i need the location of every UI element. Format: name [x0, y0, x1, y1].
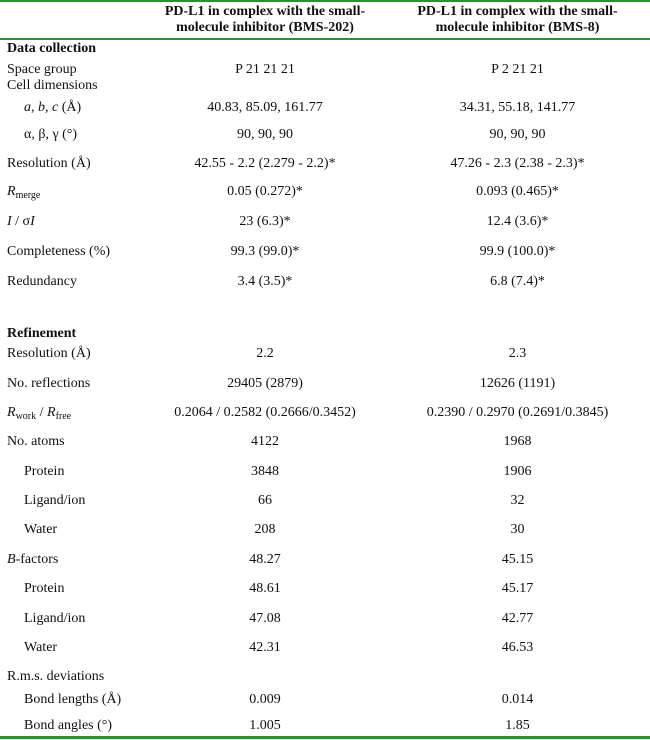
row-label-i2: I [30, 214, 35, 229]
row-label: Protein [24, 464, 65, 479]
row-label-b: B [7, 552, 16, 567]
value-bms-8: 34.31, 55.18, 141.77 [459, 100, 576, 115]
row-label: Resolution (Å) [7, 346, 91, 361]
value-bms-8: 0.093 (0.465)* [476, 184, 559, 199]
row-label: No. reflections [7, 376, 91, 391]
row-label: α, β, γ (°) [24, 127, 78, 142]
column-header-bms-202-line2: molecule inhibitor (BMS-202) [176, 20, 354, 35]
value-bms-202: 2.2 [256, 346, 274, 361]
column-header-bms-8 [390, 4, 645, 36]
value-bms-8: 1968 [503, 434, 532, 449]
value-bms-202: 4122 [251, 434, 279, 449]
section-label: Refinement [7, 326, 77, 341]
row-label-mid: / σ [11, 214, 31, 229]
top-rule [0, 0, 650, 2]
row-label-r2: R [47, 405, 56, 420]
value-bms-202: 23 (6.3)* [239, 214, 291, 229]
column-header-bms-8-line1: PD-L1 in complex with the small- [417, 4, 618, 19]
value-bms-8: 12.4 (3.6)* [486, 214, 549, 229]
value-bms-202: 0.05 (0.272)* [227, 184, 303, 199]
value-bms-202: 29405 (2879) [227, 376, 303, 391]
value-bms-8: 45.15 [501, 552, 534, 567]
value-bms-8: P 2 21 21 [491, 62, 544, 77]
row-label-sub-work: work [15, 411, 37, 422]
value-bms-202: P 21 21 21 [235, 62, 295, 77]
value-bms-202: 99.3 (99.0)* [230, 244, 300, 259]
value-bms-8: 6.8 (7.4)* [490, 274, 545, 289]
value-bms-8: 1906 [503, 464, 532, 479]
row-label: Space group [7, 62, 77, 77]
value-bms-8: 0.2390 / 0.2970 (0.2691/0.3845) [426, 405, 609, 420]
value-bms-8: 90, 90, 90 [489, 127, 546, 142]
value-bms-8: 42.77 [501, 611, 534, 626]
row-label-i: I [7, 214, 12, 229]
value-bms-202: 42.31 [249, 640, 281, 655]
value-bms-202: 1.005 [249, 718, 281, 733]
row-label: Bond lengths (Å) [24, 692, 122, 707]
value-bms-8: 0.014 [501, 692, 534, 707]
value-bms-8: 46.53 [501, 640, 534, 655]
row-label-sep: / [36, 405, 48, 420]
value-bms-202: 208 [254, 522, 276, 537]
value-bms-202: 90, 90, 90 [237, 127, 293, 142]
row-label [7, 184, 40, 200]
row-label-main: R [7, 184, 16, 199]
value-bms-8: 12626 (1191) [479, 376, 556, 391]
row-label-sub: merge [15, 190, 41, 201]
row-label: Redundancy [7, 274, 77, 289]
row-label: Water [24, 522, 58, 537]
row-label [7, 214, 35, 230]
value-bms-202: 0.2064 / 0.2582 (0.2666/0.3452) [174, 405, 356, 420]
row-label: Ligand/ion [24, 611, 86, 626]
section-label: Data collection [7, 41, 97, 56]
value-bms-8: 99.9 (100.0)* [479, 244, 556, 259]
row-label: a, b, c (Å) [24, 100, 82, 115]
row-label: Resolution (Å) [7, 156, 91, 171]
row-label: No. atoms [7, 434, 65, 449]
column-header-bms-202 [150, 4, 380, 36]
value-bms-202: 42.55 - 2.2 (2.279 - 2.2)* [194, 156, 336, 171]
value-bms-202: 40.83, 85.09, 161.77 [207, 100, 323, 115]
bottom-rule [0, 736, 650, 739]
value-bms-8: 47.26 - 2.3 (2.38 - 2.3)* [450, 156, 585, 171]
row-label: Ligand/ion [24, 493, 86, 508]
value-bms-8: 1.85 [505, 718, 530, 733]
row-label [7, 405, 71, 421]
row-label-r1: R [7, 405, 16, 420]
row-label-sub-free: free [55, 411, 72, 422]
row-label: Bond angles (°) [24, 718, 113, 733]
value-bms-8: 32 [510, 493, 525, 508]
row-label-unit: (Å) [58, 100, 82, 115]
value-bms-8: 30 [510, 522, 525, 537]
value-bms-202: 0.009 [249, 692, 281, 707]
value-bms-202: 66 [258, 493, 272, 508]
value-bms-202: 47.08 [249, 611, 281, 626]
row-label-rest: -factors [15, 552, 59, 567]
column-header-bms-202-line1: PD-L1 in complex with the small- [164, 4, 366, 19]
value-bms-202: 3.4 (3.5)* [237, 274, 293, 289]
row-label: Completeness (%) [7, 244, 111, 259]
row-label: Protein [24, 581, 65, 596]
row-label: R.m.s. deviations [7, 669, 105, 684]
column-header-bms-8-line2: molecule inhibitor (BMS-8) [435, 20, 600, 35]
value-bms-202: 48.27 [249, 552, 281, 567]
row-label: Cell dimensions [7, 78, 98, 93]
value-bms-202: 3848 [251, 464, 279, 479]
value-bms-8: 45.17 [501, 581, 534, 596]
row-label: Water [24, 640, 58, 655]
header-rule [0, 38, 650, 40]
row-label [7, 552, 58, 568]
value-bms-202: 48.61 [249, 581, 281, 596]
value-bms-8: 2.3 [508, 346, 527, 361]
